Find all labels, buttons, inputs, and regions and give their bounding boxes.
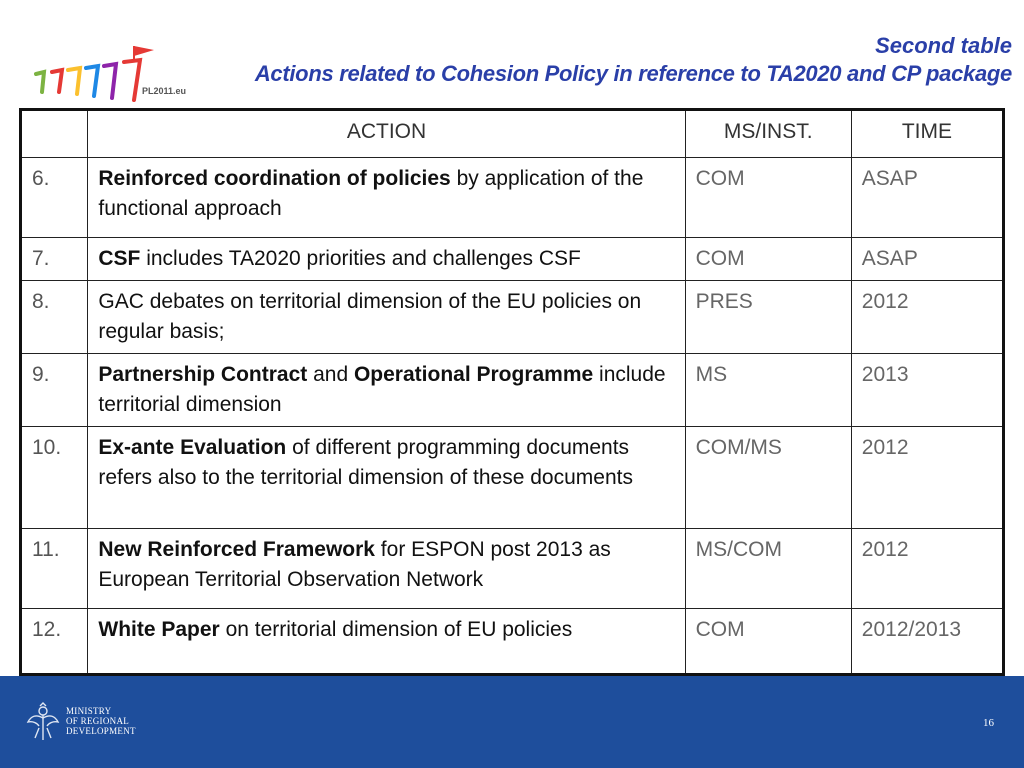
header-time: TIME — [851, 110, 1003, 158]
actions-table — [19, 108, 1005, 676]
table-row — [21, 281, 1004, 354]
action-bold: Operational Programme — [353, 363, 594, 386]
action-bold: CSF — [98, 247, 141, 270]
table-row — [21, 354, 1004, 427]
table-row — [21, 238, 1004, 281]
pl2011-logo — [30, 42, 187, 104]
row-time: ASAP — [851, 158, 1003, 238]
row-number: 10. — [21, 427, 88, 529]
row-number: 9. — [21, 354, 88, 427]
action-bold: New Reinforced Framework — [98, 538, 375, 561]
title-line-1: Second table — [875, 33, 1012, 58]
row-action — [88, 427, 685, 529]
ministry-line-3: DEVELOPMENT — [66, 726, 136, 736]
header-ms-inst: MS/INST. — [685, 110, 851, 158]
row-action — [88, 158, 685, 238]
row-time: 2012 — [851, 427, 1003, 529]
page-number: 16 — [983, 717, 994, 729]
action-text: by application of the functional approach — [98, 167, 644, 220]
header-num — [21, 110, 88, 158]
row-number: 12. — [21, 609, 88, 675]
footer-band — [0, 676, 1024, 768]
action-bold: White Paper — [98, 618, 220, 641]
row-number: 8. — [21, 281, 88, 354]
action-bold: Ex-ante Evaluation — [98, 436, 287, 459]
action-text: and — [307, 363, 354, 386]
row-action — [88, 238, 685, 281]
table-row — [21, 427, 1004, 529]
table-row — [21, 609, 1004, 675]
eagle-crest-icon — [26, 702, 60, 742]
action-bold: Partnership Contract — [98, 363, 308, 386]
action-text: for ESPON post 2013 as European Territorial Observation Network — [98, 538, 611, 591]
ministry-line-2: OF REGIONAL — [66, 716, 130, 726]
row-number: 11. — [21, 529, 88, 609]
row-ms-inst: COM — [685, 609, 851, 675]
row-action — [88, 529, 685, 609]
action-text: includes TA2020 priorities and challenges CSF — [140, 247, 581, 270]
ministry-label — [66, 706, 136, 736]
action-text: of different programming documents refers also to the territorial dimension of these documents — [98, 436, 633, 489]
row-time: ASAP — [851, 238, 1003, 281]
action-text: include territorial dimension — [98, 363, 666, 416]
table-row — [21, 529, 1004, 609]
ministry-line-1: MINISTRY — [66, 706, 112, 716]
header-action: ACTION — [88, 110, 685, 158]
title-line-2: Actions related to Cohesion Policy in reference to TA2020 and CP package — [254, 61, 1012, 86]
row-number: 7. — [21, 238, 88, 281]
row-ms-inst: MS/COM — [685, 529, 851, 609]
table-row — [21, 158, 1004, 238]
row-time: 2012/2013 — [851, 609, 1003, 675]
slide-title — [255, 32, 1012, 88]
table-header-row — [21, 110, 1004, 158]
row-number: 6. — [21, 158, 88, 238]
row-time: 2013 — [851, 354, 1003, 427]
row-time: 2012 — [851, 281, 1003, 354]
row-ms-inst: COM — [685, 158, 851, 238]
row-action — [88, 354, 685, 427]
row-ms-inst: PRES — [685, 281, 851, 354]
logo-text: PL2011.eu — [142, 86, 187, 96]
row-action — [88, 609, 685, 675]
row-ms-inst: COM/MS — [685, 427, 851, 529]
row-action: GAC debates on territorial dimension of the EU policies on regular basis; — [88, 281, 685, 354]
row-ms-inst: MS — [685, 354, 851, 427]
action-bold: Reinforced coordination of policies — [98, 167, 451, 190]
row-time: 2012 — [851, 529, 1003, 609]
row-ms-inst: COM — [685, 238, 851, 281]
action-text: on territorial dimension of EU policies — [219, 618, 573, 641]
